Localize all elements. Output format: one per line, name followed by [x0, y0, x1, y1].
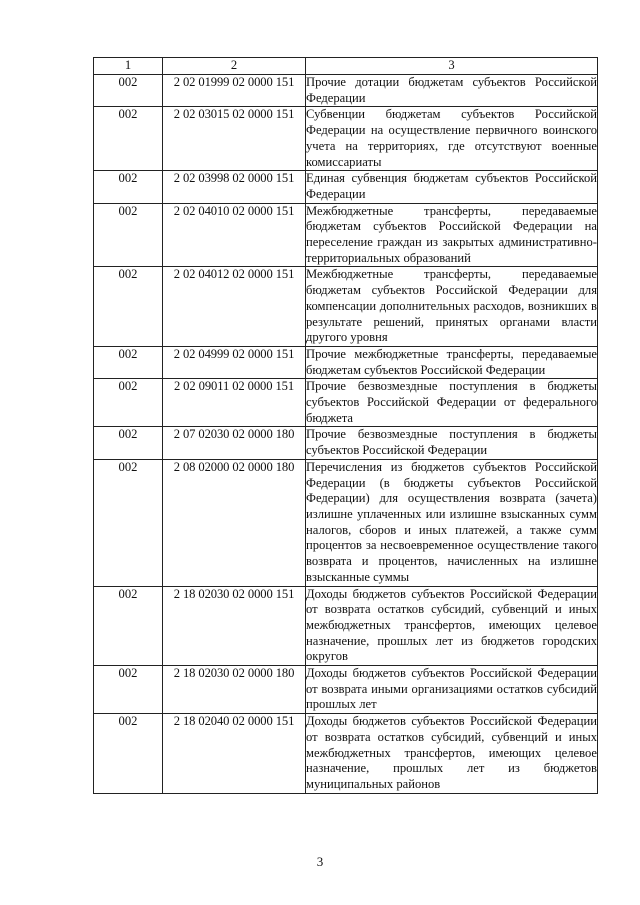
admin-code-cell: 002 — [94, 107, 163, 171]
revenue-name-cell: Доходы бюджетов субъектов Российской Федерации от возврата остатков субсидий, субвенций и иных межбюджетных трансфертов, имеющих целевое назначение, прошлых лет из бюджетов муниципальных районов — [306, 714, 598, 794]
revenue-code-cell: 2 02 04999 02 0000 151 — [163, 346, 306, 378]
page-number: 3 — [316, 854, 324, 869]
revenue-code-cell: 2 02 04010 02 0000 151 — [163, 203, 306, 267]
table-row — [94, 75, 598, 107]
admin-code-cell: 002 — [94, 427, 163, 459]
revenue-name-cell: Доходы бюджетов субъектов Российской Федерации от возврата иными организациями остатков субсидий прошлых лет — [306, 666, 598, 714]
revenue-name-cell: Единая субвенция бюджетам субъектов Российской Федерации — [306, 171, 598, 203]
revenue-code-cell: 2 02 04012 02 0000 151 — [163, 267, 306, 347]
admin-code-cell: 002 — [94, 346, 163, 378]
admin-code-cell: 002 — [94, 171, 163, 203]
revenue-name-cell: Прочие дотации бюджетам субъектов Российской Федерации — [306, 75, 598, 107]
revenue-codes-table — [93, 57, 598, 794]
table-row — [94, 107, 598, 171]
admin-code-cell: 002 — [94, 203, 163, 267]
table-row — [94, 171, 598, 203]
revenue-code-cell: 2 18 02030 02 0000 180 — [163, 666, 306, 714]
revenue-name-cell: Доходы бюджетов субъектов Российской Федерации от возврата остатков субсидий, субвенций и иных межбюджетных трансфертов, имеющих целевое назначение, прошлых лет из бюджетов городских округов — [306, 586, 598, 666]
column-header: 2 — [163, 58, 306, 75]
table-row — [94, 586, 598, 666]
column-header: 1 — [94, 58, 163, 75]
admin-code-cell: 002 — [94, 586, 163, 666]
revenue-name-cell: Прочие межбюджетные трансферты, передаваемые бюджетам субъектов Российской Федерации — [306, 346, 598, 378]
revenue-name-cell: Межбюджетные трансферты, передаваемые бюджетам субъектов Российской Федерации на переселение граждан из закрытых административно-территориальных образований — [306, 203, 598, 267]
admin-code-cell: 002 — [94, 75, 163, 107]
revenue-code-cell: 2 02 03998 02 0000 151 — [163, 171, 306, 203]
table-row — [94, 427, 598, 459]
revenue-code-cell: 2 02 03015 02 0000 151 — [163, 107, 306, 171]
admin-code-cell: 002 — [94, 267, 163, 347]
table-row — [94, 267, 598, 347]
revenue-name-cell: Межбюджетные трансферты, передаваемые бюджетам субъектов Российской Федерации для компенсации дополнительных расходов, возникших в результате решений, принятых органами власти другого уровня — [306, 267, 598, 347]
admin-code-cell: 002 — [94, 459, 163, 586]
admin-code-cell: 002 — [94, 379, 163, 427]
revenue-code-cell: 2 08 02000 02 0000 180 — [163, 459, 306, 586]
revenue-name-cell: Прочие безвозмездные поступления в бюджеты субъектов Российской Федерации — [306, 427, 598, 459]
table-row — [94, 714, 598, 794]
revenue-code-cell: 2 02 09011 02 0000 151 — [163, 379, 306, 427]
admin-code-cell: 002 — [94, 714, 163, 794]
table-row — [94, 203, 598, 267]
revenue-code-cell: 2 07 02030 02 0000 180 — [163, 427, 306, 459]
revenue-name-cell: Перечисления из бюджетов субъектов Российской Федерации (в бюджеты субъектов Российской Федерации) для осуществления возврата (зачета) излишне уплаченных или излишне взысканных сумм налогов, сборов и иных платежей, а также сумм процентов за несвоевременное осуществление такого возврата и процентов, начисленных на излишне взысканные суммы — [306, 459, 598, 586]
revenue-code-cell: 2 18 02030 02 0000 151 — [163, 586, 306, 666]
revenue-code-cell: 2 18 02040 02 0000 151 — [163, 714, 306, 794]
admin-code-cell: 002 — [94, 666, 163, 714]
table-row — [94, 379, 598, 427]
table-row — [94, 459, 598, 586]
revenue-code-cell: 2 02 01999 02 0000 151 — [163, 75, 306, 107]
table-row — [94, 346, 598, 378]
column-header: 3 — [306, 58, 598, 75]
revenue-name-cell: Прочие безвозмездные поступления в бюджеты субъектов Российской Федерации от федерального бюджета — [306, 379, 598, 427]
revenue-name-cell: Субвенции бюджетам субъектов Российской Федерации на осуществление первичного воинского учета на территориях, где отсутствуют военные комиссариаты — [306, 107, 598, 171]
table-row — [94, 666, 598, 714]
table-header-row — [94, 58, 598, 75]
